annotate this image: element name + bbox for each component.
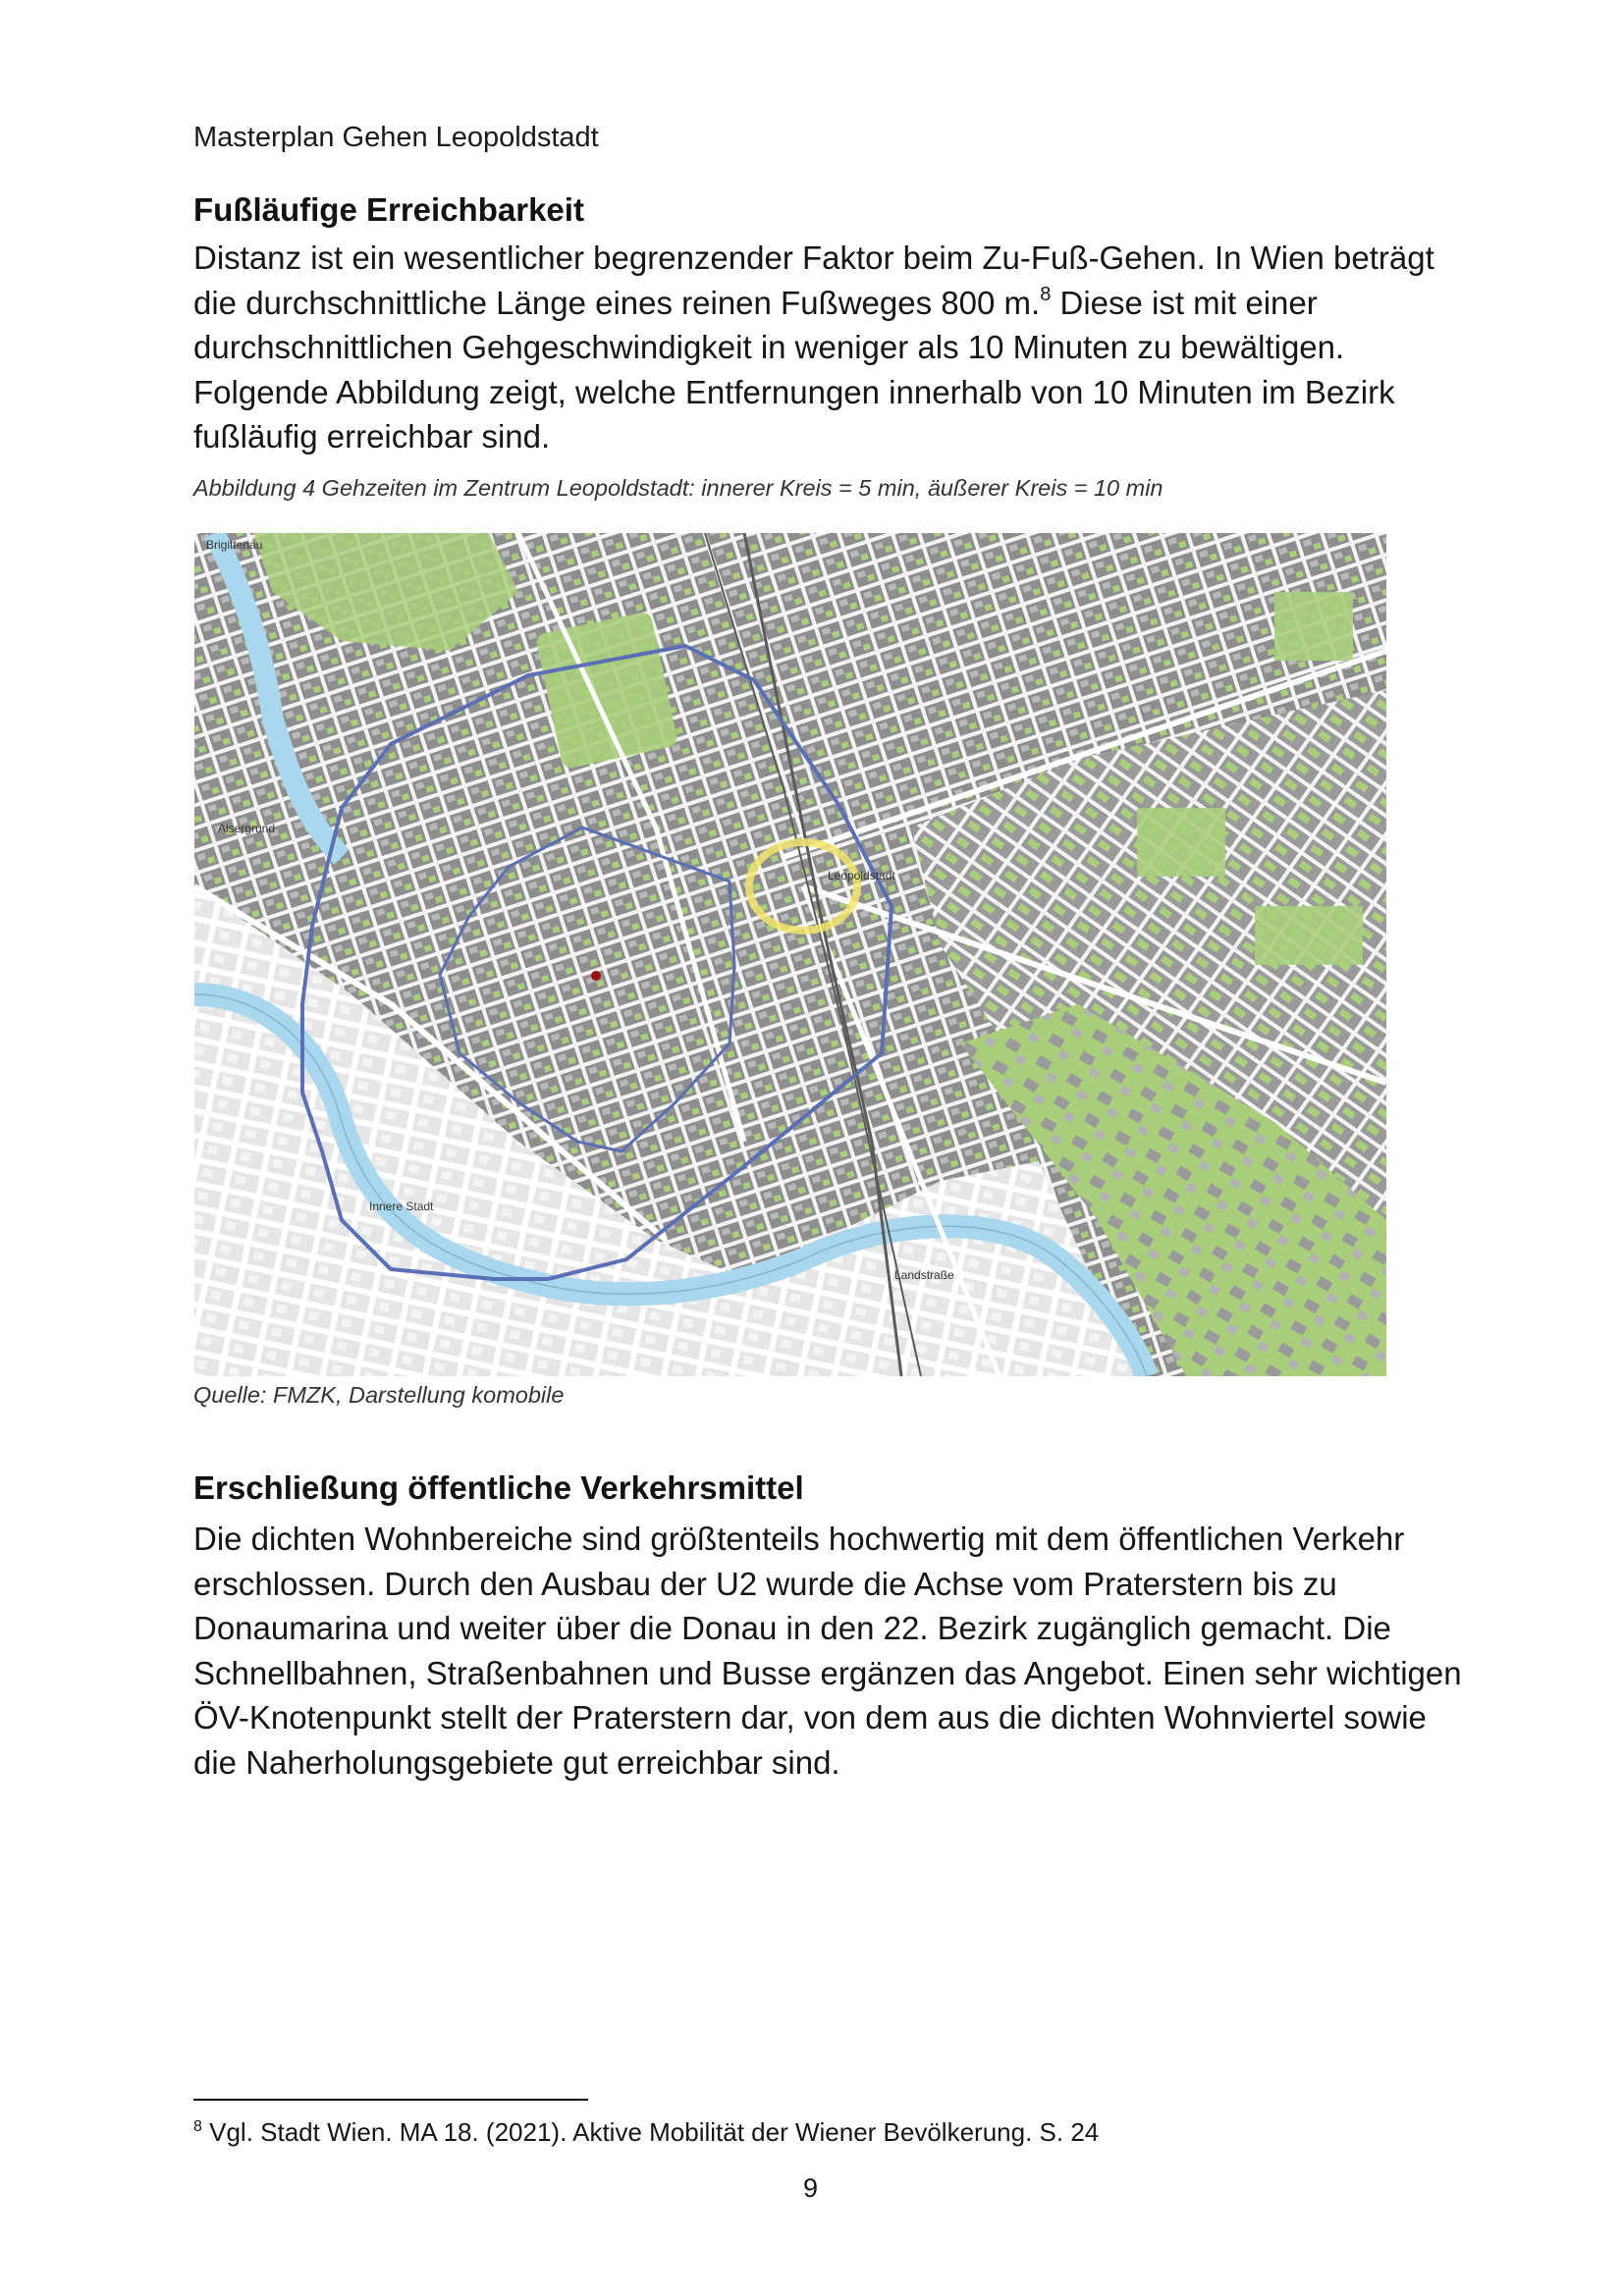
public-transport-paragraph: Die dichten Wohnbereiche sind größtenteils hochwertig mit dem öffentlichen Verkehr erschlossen. Durch den Ausbau der U2 wurde die Achse vom Praterstern bis zu Donaumarina und weiter über die Donau in den 22. Bezirk zugänglich gemacht. Die Schnellbahnen, Straßenbahnen und Busse ergänzen das Angebot. Einen sehr wichtigen ÖV-Knotenpunkt stellt der Praterstern dar, von dem aus die dichten Wohnviertel sowie die Naherholungsgebiete gut erreichbar sind. [193, 1521, 1462, 1781]
map-label-leopoldstadt: Leopoldstadt [828, 869, 895, 882]
footnote-reference[interactable]: 8 [1040, 283, 1052, 305]
park-patch [1255, 906, 1363, 965]
park-patch [1137, 808, 1225, 877]
walkability-paragraph [193, 236, 1470, 459]
footnote [193, 2117, 1099, 2148]
figure-caption: Abbildung 4 Gehzeiten im Zentrum Leopoldstadt: innerer Kreis = 5 min, äußerer Kreis = 10 min [193, 475, 1163, 501]
map-label-landstrasse: Landstraße [894, 1268, 954, 1282]
footnote-number: 8 [193, 2118, 202, 2135]
map-label-innere-stadt: Innere Stadt [369, 1200, 434, 1213]
walkability-text-part-2: Diese ist mit einer durchschnittlichen Gehgeschwindigkeit in weniger als 10 Minuten zu bewältigen. Folgende Abbildung zeigt, welche Entfernungen innerhalb von 10 Minuten im Bezirk fußläufig erreichbar sind. [193, 284, 1395, 454]
map-label-brigittenau: Brigittenau [206, 538, 263, 552]
walkability-text-part-1: Distanz ist ein wesentlicher begrenzender Faktor beim Zu-Fuß-Gehen. In Wien beträgt die durchschnittliche Länge eines reinen Fußweges 800 m. [193, 240, 1434, 321]
page-number: 9 [803, 2173, 819, 2203]
isochrone-map [194, 533, 1386, 1376]
park-patch [1274, 592, 1353, 661]
footnote-divider [193, 2099, 588, 2101]
running-header: Masterplan Gehen Leopoldstadt [193, 122, 599, 153]
figure-source: Quelle: FMZK, Darstellung komobile [193, 1382, 565, 1408]
footnote-text: Vgl. Stadt Wien. MA 18. (2021). Aktive Mobilität der Wiener Bevölkerung. S. 24 [201, 2117, 1100, 2147]
section-heading-walkability: Fußläufige Erreichbarkeit [193, 191, 584, 228]
section-heading-public-transport: Erschließung öffentliche Verkehrsmittel [193, 1469, 804, 1506]
map-label-alsergrund: Alsergrund [218, 822, 276, 835]
center-point [591, 971, 601, 981]
